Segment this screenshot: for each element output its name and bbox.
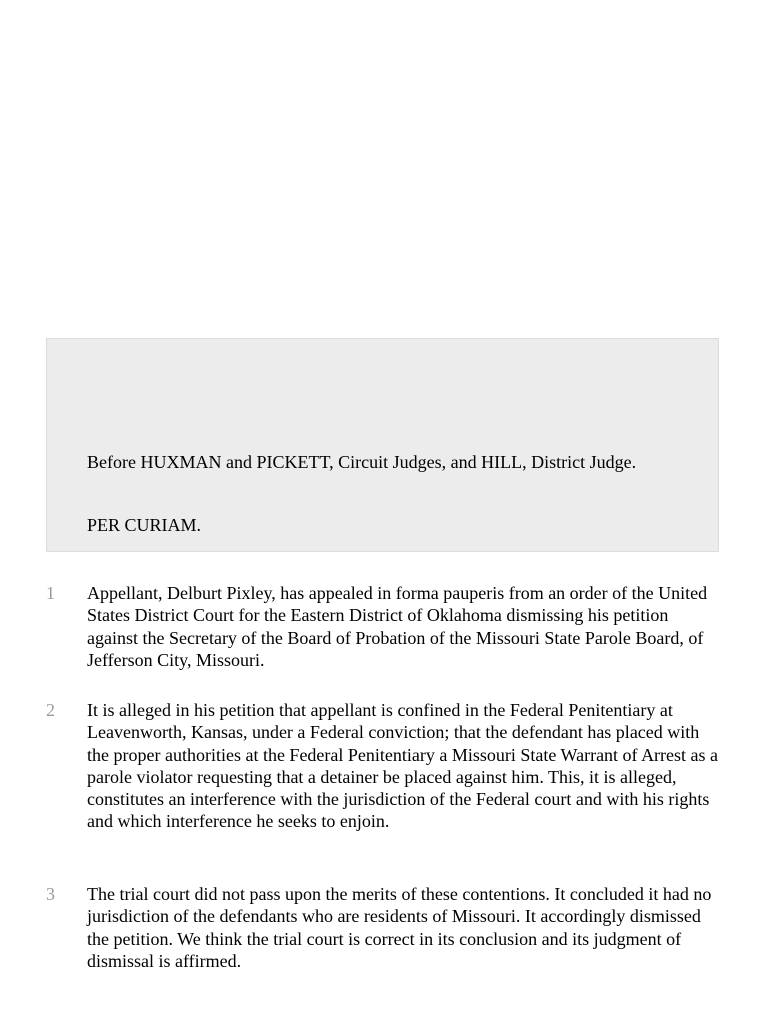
paragraph-text: It is alleged in his petition that appellant is confined in the Federal Penitentiary at Leavenworth, Kansas, under a Federal conviction; that the defendant has placed with the proper authorities at the Federal Penitentiary a Missouri State Warrant of Arrest as a parole violator requesting that a detainer be placed against him. This, it is alleged, constitutes an interference with the jurisdiction of the Federal court and with his rights and which interference he seeks to enjoin. [87,700,719,832]
bench-judges-line: Before HUXMAN and PICKETT, Circuit Judges, and HILL, District Judge. [87,452,637,472]
case-header-box [46,338,719,552]
paragraph-number: 3 [46,884,55,904]
paragraph-number: 2 [46,700,55,720]
per-curiam-label: PER CURIAM. [87,515,202,535]
paragraph-text: The trial court did not pass upon the merits of these contentions. It concluded it had no jurisdiction of the defendants who are residents of Missouri. It accordingly dismissed the petition. We think the trial court is correct in its conclusion and its judgment of dismissal is affirmed. [87,884,712,971]
paragraph-number: 1 [46,583,55,603]
paragraph-text: Appellant, Delburt Pixley, has appealed in forma pauperis from an order of the United States District Court for the Eastern District of Oklahoma dismissing his petition against the Secretary of the Board of Probation of the Missouri State Parole Board, of Jefferson City, Missouri. [87,583,708,670]
